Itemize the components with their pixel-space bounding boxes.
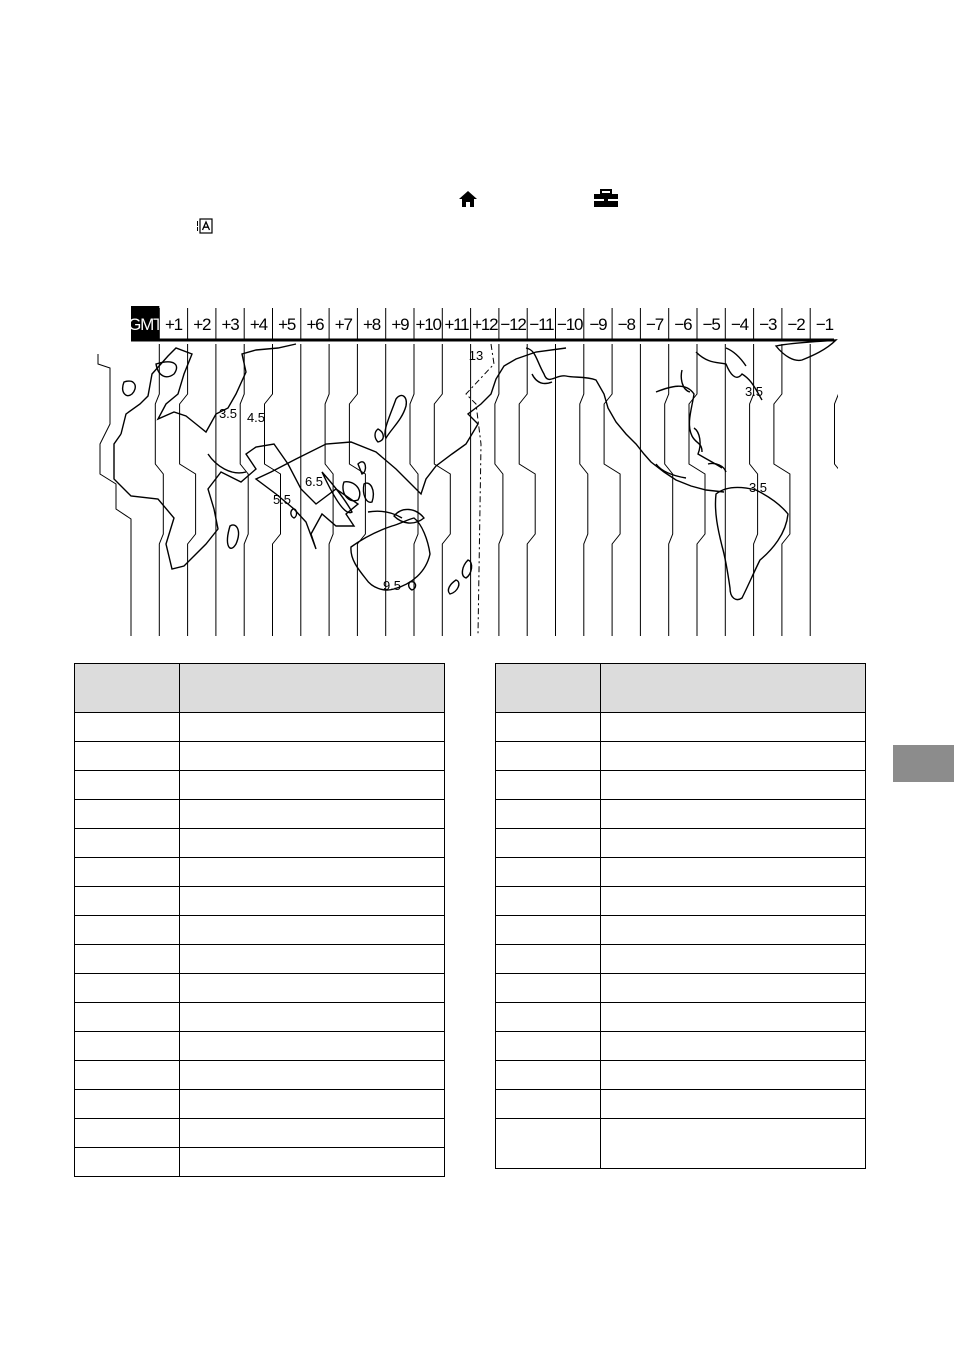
table-cell	[601, 858, 866, 887]
zone-boundary	[98, 354, 131, 636]
zone-label: −1	[815, 315, 833, 334]
table-cell	[75, 1003, 180, 1032]
offset-label: 9.5	[382, 578, 402, 593]
table-row	[496, 1003, 866, 1032]
zone-label: +12	[472, 315, 498, 334]
table-cell	[601, 829, 866, 858]
table-row	[496, 1061, 866, 1090]
table-cell	[601, 945, 866, 974]
zone-label: −11	[529, 315, 554, 334]
zone-label: +6	[306, 315, 324, 334]
zone-label: +9	[391, 315, 409, 334]
time-zone-table-right	[495, 663, 866, 1169]
table-row	[496, 800, 866, 829]
table-row	[75, 771, 445, 800]
time-zone-labels	[128, 306, 834, 340]
table-cell	[180, 945, 445, 974]
table-row	[75, 1119, 445, 1148]
header-cell	[180, 664, 445, 713]
table-cell	[601, 1119, 866, 1169]
zone-label: −5	[702, 315, 720, 334]
zone-label: −4	[730, 315, 748, 334]
zone-boundary	[835, 344, 839, 636]
zone-label: −3	[759, 315, 777, 334]
zone-boundary	[774, 344, 790, 636]
table-row	[496, 742, 866, 771]
table-cell	[601, 1061, 866, 1090]
table-row	[75, 1003, 445, 1032]
table-cell	[496, 1119, 601, 1169]
table-cell	[496, 742, 601, 771]
table-row	[496, 771, 866, 800]
zone-boundary	[155, 344, 163, 636]
zone-label: −10	[557, 315, 583, 334]
table-cell	[496, 1003, 601, 1032]
table-cell	[496, 945, 601, 974]
table-cell	[601, 1003, 866, 1032]
zone-label: −9	[589, 315, 607, 334]
table-cell	[75, 713, 180, 742]
zone-boundary	[240, 344, 248, 636]
table-row	[75, 713, 445, 742]
table-cell	[180, 974, 445, 1003]
offset-label: 3.5	[744, 384, 764, 399]
zone-label: +5	[278, 315, 296, 334]
table-cell	[180, 713, 445, 742]
table-row	[75, 916, 445, 945]
header-cell	[75, 664, 180, 713]
table-cell	[75, 1061, 180, 1090]
table-cell	[496, 771, 601, 800]
table-row	[496, 1090, 866, 1119]
zone-label: +10	[415, 315, 441, 334]
zone-label: −7	[646, 315, 664, 334]
zone-boundary	[265, 344, 281, 636]
table-cell	[180, 916, 445, 945]
table-cell	[180, 742, 445, 771]
table-row	[75, 974, 445, 1003]
table-cell	[601, 974, 866, 1003]
offset-label: 4.5	[246, 410, 266, 425]
zone-boundary	[434, 344, 450, 636]
table-cell	[180, 1090, 445, 1119]
header-cell	[496, 664, 601, 713]
table-cell	[75, 974, 180, 1003]
table-cell	[75, 800, 180, 829]
table-cell	[75, 887, 180, 916]
zone-label: +4	[249, 315, 267, 334]
table-header-row	[75, 664, 445, 713]
table-cell	[75, 1148, 180, 1177]
display-a-icon	[196, 217, 214, 235]
offset-label: 13	[468, 348, 484, 363]
table-header-row	[496, 664, 866, 713]
table-cell	[496, 1061, 601, 1090]
offset-label: 3.5	[748, 480, 768, 495]
table-row	[75, 1090, 445, 1119]
time-zone-table-left	[74, 663, 445, 1177]
table-row	[75, 829, 445, 858]
table-row	[496, 713, 866, 742]
table-row	[75, 887, 445, 916]
table-cell	[75, 1119, 180, 1148]
table-row	[496, 916, 866, 945]
table-cell	[601, 1032, 866, 1061]
zone-label: −6	[674, 315, 692, 334]
zone-label: GMT	[128, 315, 163, 334]
zone-boundary	[689, 344, 705, 636]
table-row	[75, 1061, 445, 1090]
header-cell	[601, 664, 866, 713]
zone-boundary	[325, 344, 333, 636]
table-cell	[75, 771, 180, 800]
toolbox-icon	[593, 189, 619, 209]
table-row	[496, 974, 866, 1003]
zone-boundary	[495, 344, 503, 636]
table-cell	[75, 1032, 180, 1061]
continent-outlines	[114, 340, 836, 600]
table-row	[75, 742, 445, 771]
zone-boundary	[604, 344, 620, 636]
table-row	[496, 829, 866, 858]
table-cell	[496, 916, 601, 945]
table-cell	[180, 1148, 445, 1177]
table-cell	[601, 713, 866, 742]
table-row	[75, 1148, 445, 1177]
zone-label: +3	[221, 315, 239, 334]
table-cell	[180, 800, 445, 829]
table-row	[496, 1119, 866, 1169]
table-cell	[496, 1090, 601, 1119]
table-row	[496, 858, 866, 887]
table-cell	[75, 916, 180, 945]
table-cell	[180, 1032, 445, 1061]
table-row	[75, 945, 445, 974]
table-cell	[75, 1090, 180, 1119]
table-cell	[601, 1090, 866, 1119]
zone-boundary	[180, 344, 196, 636]
table-row	[496, 945, 866, 974]
zone-boundary	[519, 344, 535, 636]
table-cell	[496, 858, 601, 887]
section-tab	[893, 745, 954, 782]
table-cell	[75, 945, 180, 974]
table-row	[75, 1032, 445, 1061]
table-cell	[601, 742, 866, 771]
table-cell	[180, 1003, 445, 1032]
zone-label: +2	[193, 315, 211, 334]
zone-label: +8	[363, 315, 381, 334]
table-cell	[601, 771, 866, 800]
table-cell	[496, 829, 601, 858]
table-cell	[180, 829, 445, 858]
home-icon	[458, 189, 478, 209]
table-cell	[601, 800, 866, 829]
table-cell	[180, 887, 445, 916]
zone-label: −2	[787, 315, 805, 334]
offset-label: 6.5	[304, 474, 324, 489]
table-row	[496, 1032, 866, 1061]
table-cell	[180, 1061, 445, 1090]
zone-label: +7	[334, 315, 352, 334]
table-cell	[601, 887, 866, 916]
table-cell	[496, 887, 601, 916]
zone-label: −12	[500, 315, 526, 334]
table-row	[75, 800, 445, 829]
zone-label: +11	[444, 315, 469, 334]
table-cell	[496, 974, 601, 1003]
table-cell	[75, 829, 180, 858]
offset-label: 5.5	[272, 492, 292, 507]
table-cell	[180, 858, 445, 887]
table-row	[496, 887, 866, 916]
zone-label: −8	[617, 315, 635, 334]
table-cell	[180, 771, 445, 800]
table-row	[75, 858, 445, 887]
offset-label: 3.5	[218, 406, 238, 421]
table-cell	[75, 858, 180, 887]
table-cell	[601, 916, 866, 945]
zone-boundary	[580, 344, 588, 636]
table-cell	[496, 800, 601, 829]
table-cell	[75, 742, 180, 771]
table-cell	[180, 1119, 445, 1148]
world-time-zone-map	[96, 304, 838, 638]
zone-label: +1	[164, 315, 182, 334]
table-cell	[496, 713, 601, 742]
table-cell	[496, 1032, 601, 1061]
